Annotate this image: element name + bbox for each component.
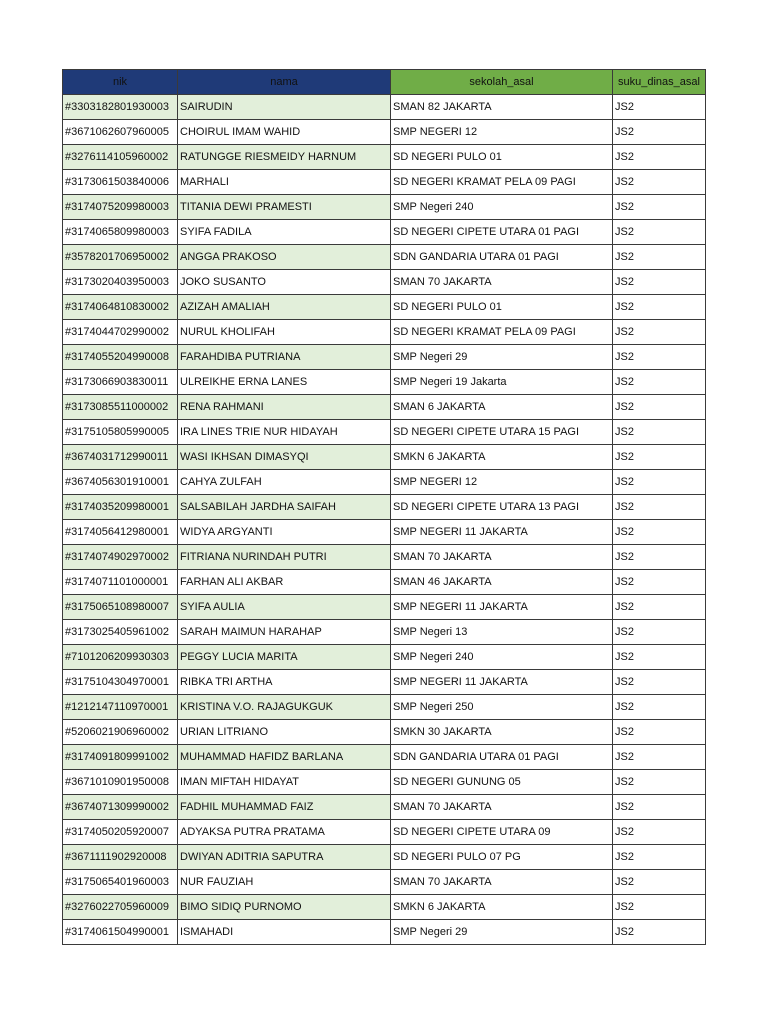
cell-nama[interactable]: FARAHDIBA PUTRIANA — [178, 345, 391, 370]
cell-nik[interactable]: #3175105805990005 — [63, 420, 178, 445]
cell-nama[interactable]: CHOIRUL IMAM WAHID — [178, 120, 391, 145]
cell-suku-dinas-asal[interactable]: JS2 — [613, 195, 706, 220]
cell-nik[interactable]: #3173020403950003 — [63, 270, 178, 295]
cell-suku-dinas-asal[interactable]: JS2 — [613, 770, 706, 795]
cell-suku-dinas-asal[interactable]: JS2 — [613, 820, 706, 845]
cell-nama[interactable]: PEGGY LUCIA MARITA — [178, 645, 391, 670]
table-row — [63, 670, 706, 695]
cell-sekolah-asal[interactable]: SMP Negeri 13 — [391, 620, 613, 645]
cell-sekolah-asal[interactable]: SMAN 70 JAKARTA — [391, 545, 613, 570]
cell-suku-dinas-asal[interactable]: JS2 — [613, 420, 706, 445]
cell-nama[interactable]: MUHAMMAD HAFIDZ BARLANA — [178, 745, 391, 770]
cell-sekolah-asal[interactable]: SD NEGERI CIPETE UTARA 09 — [391, 820, 613, 845]
cell-nama[interactable]: FITRIANA NURINDAH PUTRI — [178, 545, 391, 570]
cell-suku-dinas-asal[interactable]: JS2 — [613, 520, 706, 545]
table-row — [63, 445, 706, 470]
cell-sekolah-asal[interactable]: SD NEGERI CIPETE UTARA 15 PAGI — [391, 420, 613, 445]
cell-nik[interactable]: #3175104304970001 — [63, 670, 178, 695]
cell-nik[interactable]: #3578201706950002 — [63, 245, 178, 270]
cell-nama[interactable]: NUR FAUZIAH — [178, 870, 391, 895]
cell-nama[interactable]: RIBKA TRI ARTHA — [178, 670, 391, 695]
cell-suku-dinas-asal[interactable]: JS2 — [613, 370, 706, 395]
cell-nik[interactable]: #3671010901950008 — [63, 770, 178, 795]
cell-sekolah-asal[interactable]: SMP Negeri 19 Jakarta — [391, 370, 613, 395]
cell-nama[interactable]: FARHAN ALI AKBAR — [178, 570, 391, 595]
cell-sekolah-asal[interactable]: SMP NEGERI 11 JAKARTA — [391, 595, 613, 620]
cell-nama[interactable]: ISMAHADI — [178, 920, 391, 945]
cell-nik[interactable]: #3671111902920008 — [63, 845, 178, 870]
cell-suku-dinas-asal[interactable]: JS2 — [613, 695, 706, 720]
column-header-nik[interactable]: nik — [63, 70, 178, 95]
cell-nama[interactable]: MARHALI — [178, 170, 391, 195]
cell-nama[interactable]: RATUNGGE RIESMEIDY HARNUM — [178, 145, 391, 170]
cell-suku-dinas-asal[interactable]: JS2 — [613, 470, 706, 495]
cell-nama[interactable]: NURUL KHOLIFAH — [178, 320, 391, 345]
table-row — [63, 370, 706, 395]
table-row — [63, 620, 706, 645]
cell-nik[interactable]: #3674071309990002 — [63, 795, 178, 820]
cell-suku-dinas-asal[interactable]: JS2 — [613, 270, 706, 295]
cell-nama[interactable]: CAHYA ZULFAH — [178, 470, 391, 495]
cell-nama[interactable]: SAIRUDIN — [178, 95, 391, 120]
cell-suku-dinas-asal[interactable]: JS2 — [613, 320, 706, 345]
table-body — [63, 95, 706, 945]
cell-nik[interactable]: #3174064810830002 — [63, 295, 178, 320]
cell-sekolah-asal[interactable]: SD NEGERI PULO 01 — [391, 145, 613, 170]
cell-nama[interactable]: SARAH MAIMUN HARAHAP — [178, 620, 391, 645]
table-row — [63, 745, 706, 770]
cell-sekolah-asal[interactable]: SMP Negeri 29 — [391, 345, 613, 370]
cell-suku-dinas-asal[interactable]: JS2 — [613, 445, 706, 470]
cell-nik[interactable]: #3174044702990002 — [63, 320, 178, 345]
table-row — [63, 870, 706, 895]
cell-suku-dinas-asal[interactable]: JS2 — [613, 645, 706, 670]
cell-nik[interactable]: #3674031712990011 — [63, 445, 178, 470]
table-row — [63, 520, 706, 545]
cell-nama[interactable]: FADHIL MUHAMMAD FAIZ — [178, 795, 391, 820]
cell-suku-dinas-asal[interactable]: JS2 — [613, 620, 706, 645]
cell-nik[interactable]: #3174071101000001 — [63, 570, 178, 595]
cell-sekolah-asal[interactable]: SMAN 70 JAKARTA — [391, 270, 613, 295]
table-row — [63, 420, 706, 445]
cell-nik[interactable]: #3174074902970002 — [63, 545, 178, 570]
cell-sekolah-asal[interactable]: SMP NEGERI 11 JAKARTA — [391, 670, 613, 695]
cell-sekolah-asal[interactable]: SMAN 82 JAKARTA — [391, 95, 613, 120]
cell-sekolah-asal[interactable]: SMP Negeri 240 — [391, 645, 613, 670]
cell-suku-dinas-asal[interactable]: JS2 — [613, 345, 706, 370]
cell-sekolah-asal[interactable]: SMP NEGERI 12 — [391, 470, 613, 495]
table-row — [63, 895, 706, 920]
cell-nama[interactable]: SALSABILAH JARDHA SAIFAH — [178, 495, 391, 520]
cell-nama[interactable]: DWIYAN ADITRIA SAPUTRA — [178, 845, 391, 870]
table-row — [63, 470, 706, 495]
cell-nama[interactable]: BIMO SIDIQ PURNOMO — [178, 895, 391, 920]
cell-nama[interactable]: URIAN LITRIANO — [178, 720, 391, 745]
cell-nama[interactable]: SYIFA FADILA — [178, 220, 391, 245]
cell-sekolah-asal[interactable]: SD NEGERI KRAMAT PELA 09 PAGI — [391, 170, 613, 195]
table-row — [63, 220, 706, 245]
table-row — [63, 720, 706, 745]
table-row — [63, 770, 706, 795]
cell-suku-dinas-asal[interactable]: JS2 — [613, 145, 706, 170]
table-row — [63, 320, 706, 345]
cell-nik[interactable]: #3175065401960003 — [63, 870, 178, 895]
cell-sekolah-asal[interactable]: SMAN 6 JAKARTA — [391, 395, 613, 420]
data-table — [62, 69, 706, 945]
cell-nama[interactable]: KRISTINA V.O. RAJAGUKGUK — [178, 695, 391, 720]
cell-suku-dinas-asal[interactable]: JS2 — [613, 720, 706, 745]
column-header-nama[interactable]: nama — [178, 70, 391, 95]
cell-nama[interactable]: RENA RAHMANI — [178, 395, 391, 420]
cell-sekolah-asal[interactable]: SMAN 70 JAKARTA — [391, 870, 613, 895]
cell-nama[interactable]: AZIZAH AMALIAH — [178, 295, 391, 320]
cell-suku-dinas-asal[interactable]: JS2 — [613, 795, 706, 820]
cell-nik[interactable]: #3674056301910001 — [63, 470, 178, 495]
cell-nama[interactable]: ULREIKHE ERNA LANES — [178, 370, 391, 395]
cell-nik[interactable]: #3174075209980003 — [63, 195, 178, 220]
cell-nik[interactable]: #7101206209930303 — [63, 645, 178, 670]
cell-nama[interactable]: WASI IKHSAN DIMASYQI — [178, 445, 391, 470]
cell-suku-dinas-asal[interactable]: JS2 — [613, 245, 706, 270]
cell-nik[interactable]: #3173025405961002 — [63, 620, 178, 645]
cell-suku-dinas-asal[interactable]: JS2 — [613, 595, 706, 620]
table-row — [63, 170, 706, 195]
cell-nik[interactable]: #3174035209980001 — [63, 495, 178, 520]
table-row — [63, 495, 706, 520]
cell-sekolah-asal[interactable]: SMKN 6 JAKARTA — [391, 895, 613, 920]
cell-nik[interactable]: #3174056412980001 — [63, 520, 178, 545]
cell-sekolah-asal[interactable]: SD NEGERI CIPETE UTARA 13 PAGI — [391, 495, 613, 520]
cell-sekolah-asal[interactable]: SD NEGERI KRAMAT PELA 09 PAGI — [391, 320, 613, 345]
table-row — [63, 295, 706, 320]
cell-nik[interactable]: #3173066903830011 — [63, 370, 178, 395]
table-row — [63, 920, 706, 945]
cell-sekolah-asal[interactable]: SD NEGERI PULO 07 PG — [391, 845, 613, 870]
cell-suku-dinas-asal[interactable]: JS2 — [613, 395, 706, 420]
cell-sekolah-asal[interactable]: SD NEGERI PULO 01 — [391, 295, 613, 320]
column-header-sekolah-asal[interactable]: sekolah_asal — [391, 70, 613, 95]
table-row — [63, 145, 706, 170]
table-row — [63, 795, 706, 820]
cell-sekolah-asal[interactable]: SMAN 70 JAKARTA — [391, 795, 613, 820]
cell-suku-dinas-asal[interactable]: JS2 — [613, 670, 706, 695]
cell-nik[interactable]: #3174061504990001 — [63, 920, 178, 945]
cell-suku-dinas-asal[interactable]: JS2 — [613, 495, 706, 520]
cell-sekolah-asal[interactable]: SDN GANDARIA UTARA 01 PAGI — [391, 245, 613, 270]
cell-nama[interactable]: IRA LINES TRIE NUR HIDAYAH — [178, 420, 391, 445]
cell-suku-dinas-asal[interactable]: JS2 — [613, 545, 706, 570]
cell-suku-dinas-asal[interactable]: JS2 — [613, 120, 706, 145]
table-row — [63, 645, 706, 670]
table-row — [63, 270, 706, 295]
cell-sekolah-asal[interactable]: SD NEGERI GUNUNG 05 — [391, 770, 613, 795]
cell-nik[interactable]: #3175065108980007 — [63, 595, 178, 620]
table-row — [63, 195, 706, 220]
table-row — [63, 345, 706, 370]
cell-sekolah-asal[interactable]: SDN GANDARIA UTARA 01 PAGI — [391, 745, 613, 770]
cell-sekolah-asal[interactable]: SMKN 30 JAKARTA — [391, 720, 613, 745]
table-row — [63, 120, 706, 145]
cell-suku-dinas-asal[interactable]: JS2 — [613, 745, 706, 770]
cell-suku-dinas-asal[interactable]: JS2 — [613, 170, 706, 195]
cell-suku-dinas-asal[interactable]: JS2 — [613, 570, 706, 595]
cell-nik[interactable]: #3173085511000002 — [63, 395, 178, 420]
cell-nik[interactable]: #3174091809991002 — [63, 745, 178, 770]
cell-sekolah-asal[interactable]: SMP Negeri 240 — [391, 195, 613, 220]
header-row — [63, 70, 706, 95]
cell-suku-dinas-asal[interactable]: JS2 — [613, 95, 706, 120]
cell-nama[interactable]: ANGGA PRAKOSO — [178, 245, 391, 270]
column-header-suku-dinas-asal[interactable]: suku_dinas_asal — [613, 70, 706, 95]
cell-nama[interactable]: ADYAKSA PUTRA PRATAMA — [178, 820, 391, 845]
table-row — [63, 570, 706, 595]
cell-nama[interactable]: JOKO SUSANTO — [178, 270, 391, 295]
cell-suku-dinas-asal[interactable]: JS2 — [613, 295, 706, 320]
cell-sekolah-asal[interactable]: SMP Negeri 250 — [391, 695, 613, 720]
cell-nama[interactable]: SYIFA AULIA — [178, 595, 391, 620]
cell-nik[interactable]: #3276114105960002 — [63, 145, 178, 170]
cell-nik[interactable]: #3174065809980003 — [63, 220, 178, 245]
table-row — [63, 545, 706, 570]
cell-sekolah-asal[interactable]: SMP Negeri 29 — [391, 920, 613, 945]
cell-nik[interactable]: #3276022705960009 — [63, 895, 178, 920]
cell-sekolah-asal[interactable]: SMP NEGERI 11 JAKARTA — [391, 520, 613, 545]
cell-suku-dinas-asal[interactable]: JS2 — [613, 895, 706, 920]
cell-nama[interactable]: TITANIA DEWI PRAMESTI — [178, 195, 391, 220]
table-row — [63, 95, 706, 120]
cell-nik[interactable]: #5206021906960002 — [63, 720, 178, 745]
table-row — [63, 595, 706, 620]
cell-sekolah-asal[interactable]: SMKN 6 JAKARTA — [391, 445, 613, 470]
cell-suku-dinas-asal[interactable]: JS2 — [613, 845, 706, 870]
cell-nik[interactable]: #3174055204990008 — [63, 345, 178, 370]
cell-nama[interactable]: WIDYA ARGYANTI — [178, 520, 391, 545]
table-row — [63, 245, 706, 270]
cell-suku-dinas-asal[interactable]: JS2 — [613, 920, 706, 945]
cell-nik[interactable]: #3173061503840006 — [63, 170, 178, 195]
cell-nama[interactable]: IMAN MIFTAH HIDAYAT — [178, 770, 391, 795]
cell-suku-dinas-asal[interactable]: JS2 — [613, 220, 706, 245]
table-row — [63, 820, 706, 845]
table-row — [63, 845, 706, 870]
cell-nik[interactable]: #1212147110970001 — [63, 695, 178, 720]
table-row — [63, 695, 706, 720]
cell-sekolah-asal[interactable]: SMAN 46 JAKARTA — [391, 570, 613, 595]
table-row — [63, 395, 706, 420]
cell-nik[interactable]: #3303182801930003 — [63, 95, 178, 120]
cell-nik[interactable]: #3671062607960005 — [63, 120, 178, 145]
cell-nik[interactable]: #3174050205920007 — [63, 820, 178, 845]
cell-suku-dinas-asal[interactable]: JS2 — [613, 870, 706, 895]
cell-sekolah-asal[interactable]: SMP NEGERI 12 — [391, 120, 613, 145]
cell-sekolah-asal[interactable]: SD NEGERI CIPETE UTARA 01 PAGI — [391, 220, 613, 245]
